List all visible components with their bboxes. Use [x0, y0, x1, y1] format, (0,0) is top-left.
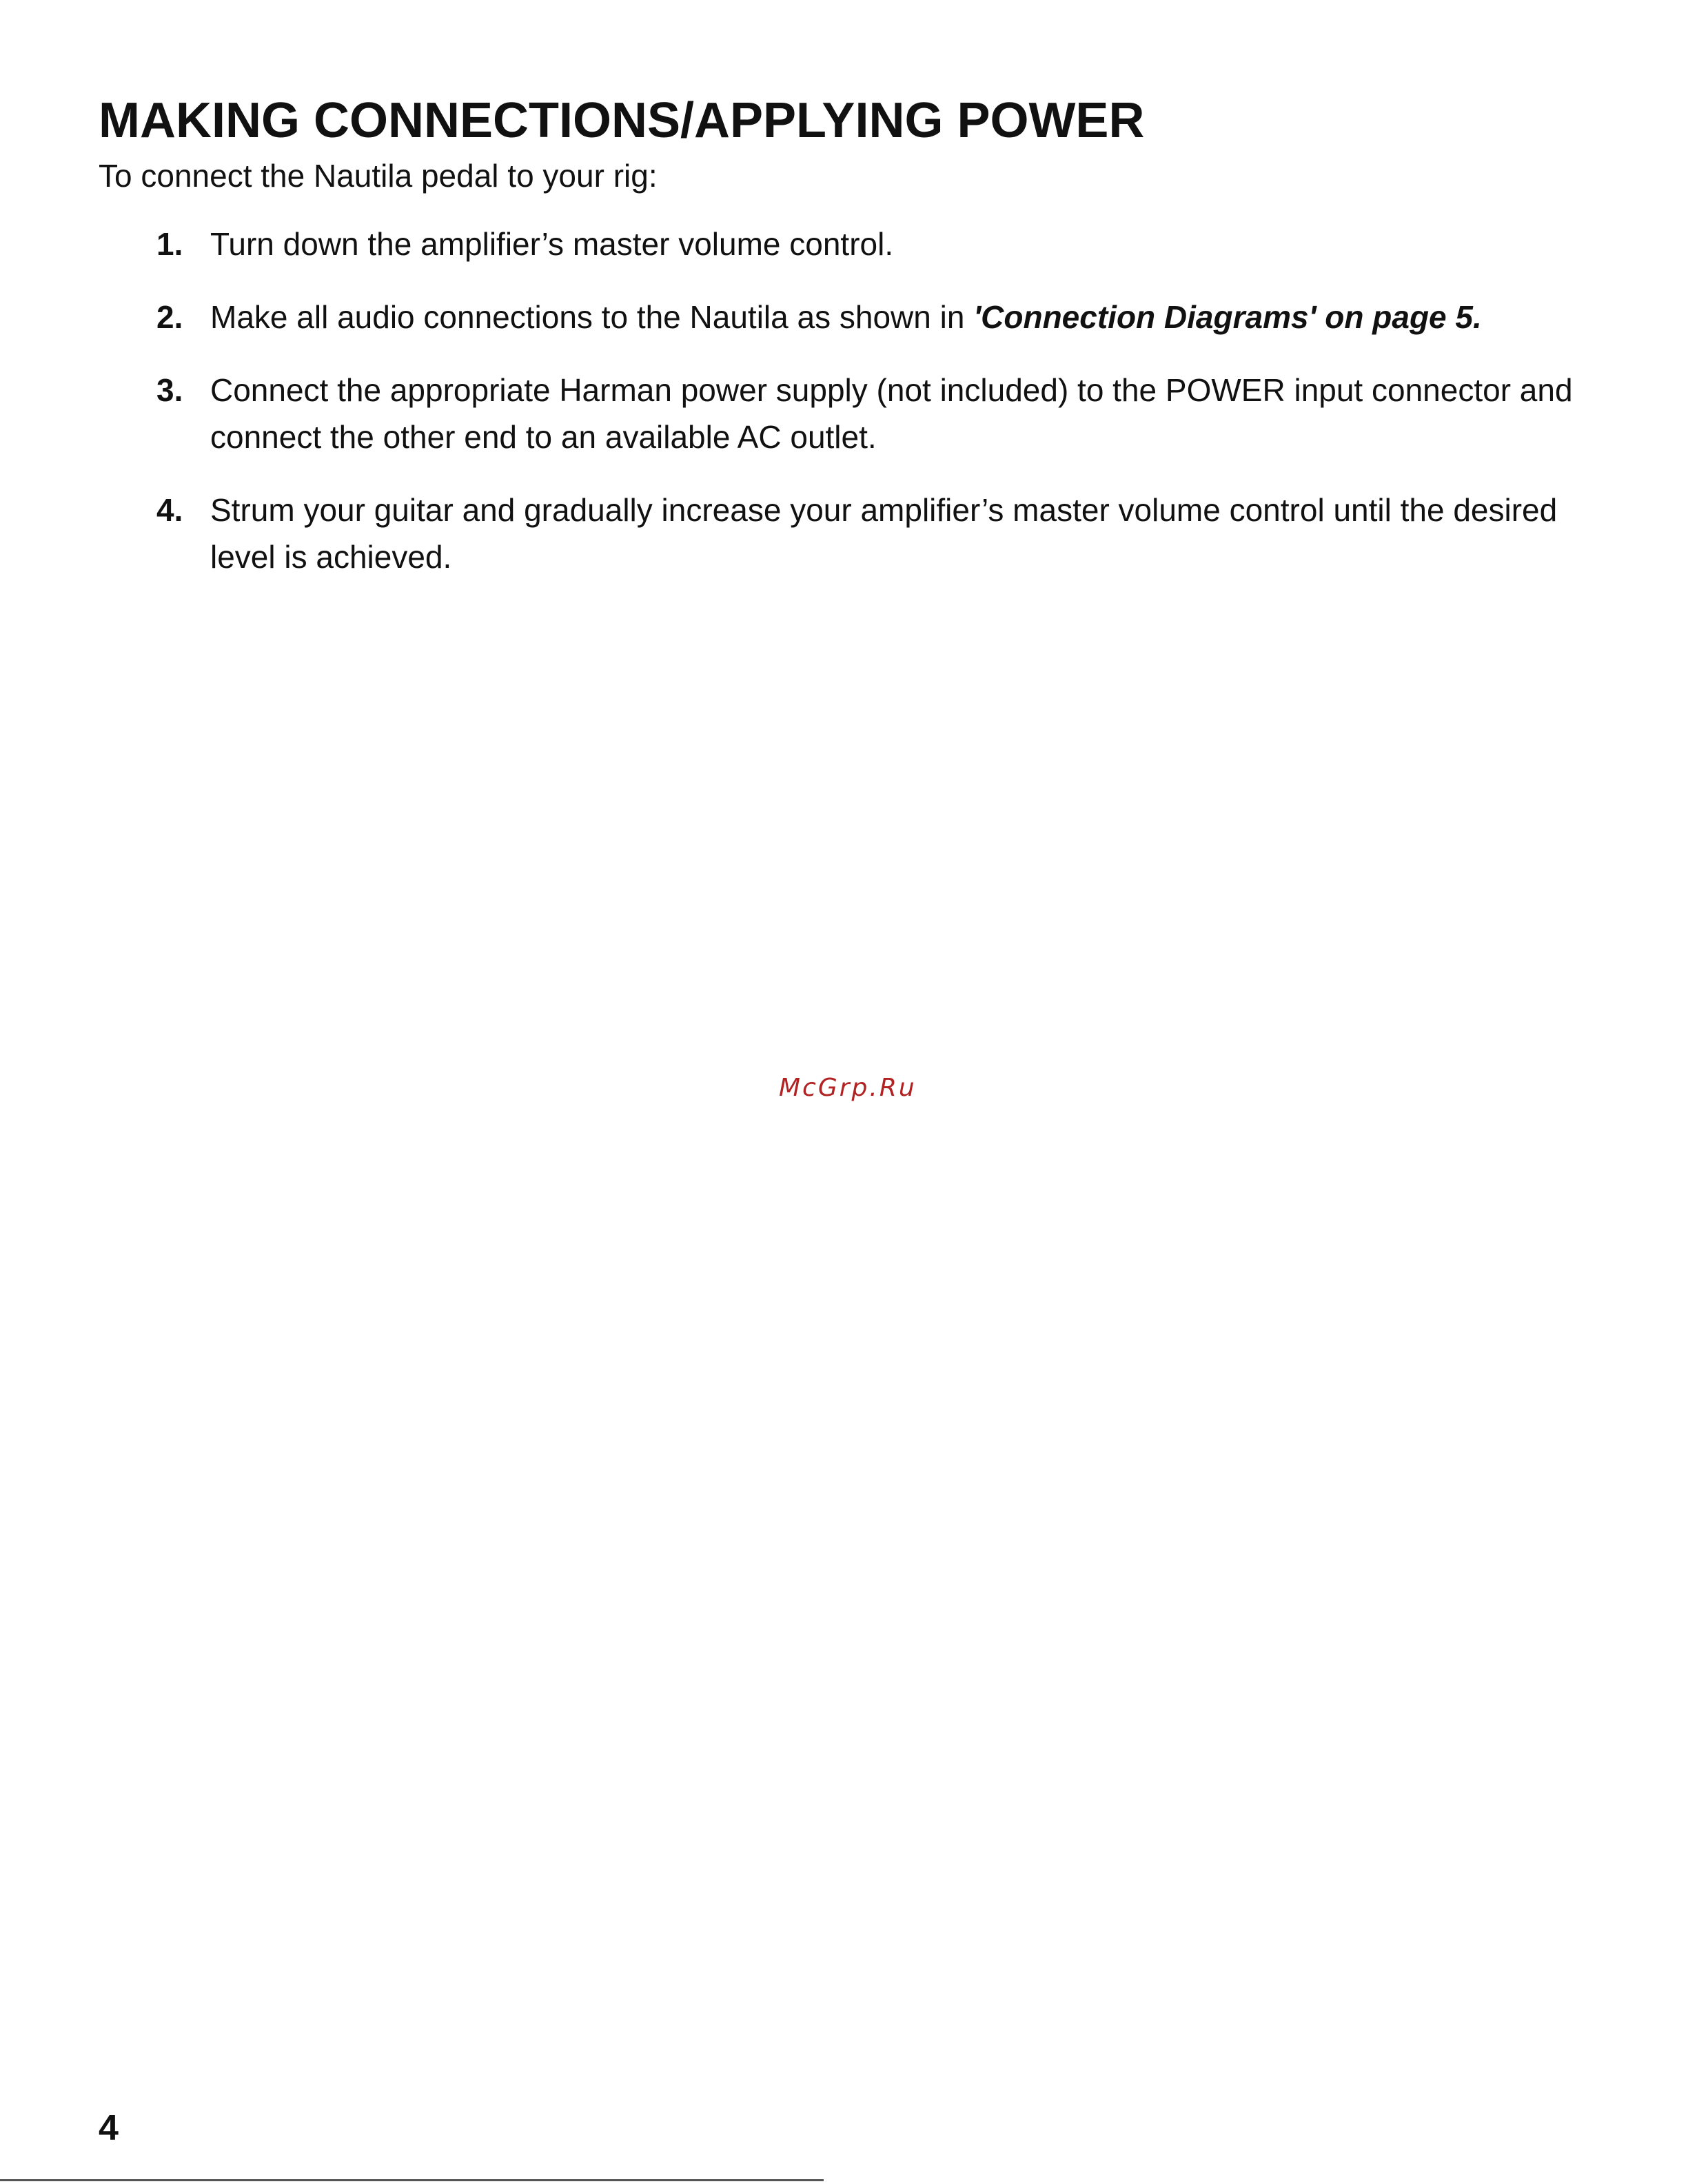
step-text: Strum your guitar and gradually increase your amplifier’s master volume control until the desired level is achieved.: [210, 492, 1558, 575]
intro-text: To connect the Nautila pedal to your rig:: [99, 158, 658, 194]
page-number: 4: [99, 2108, 119, 2148]
page-title: MAKING CONNECTIONS/APPLYING POWER: [99, 93, 1145, 148]
cross-reference-link[interactable]: 'Connection Diagrams' on page 5.: [973, 299, 1482, 335]
step-text: Turn down the amplifier’s master volume control.: [210, 226, 894, 262]
step-number: 3.: [156, 372, 183, 408]
list-item: [99, 367, 1580, 460]
step-number: 2.: [156, 299, 183, 335]
list-item: [99, 487, 1580, 580]
step-text: Make all audio connections to the Nautila as shown in: [210, 299, 974, 335]
step-text: Connect the appropriate Harman power supply (not included) to the POWER input connector and connect the other end to an available AC outlet.: [210, 372, 1573, 455]
step-number: 4.: [156, 492, 183, 528]
steps-list: [99, 221, 1580, 606]
step-number: 1.: [156, 226, 183, 262]
list-item: [99, 294, 1580, 340]
watermark-text: McGrp.Ru: [779, 1074, 917, 1102]
list-item: [99, 221, 1580, 267]
footer-divider: [0, 2179, 824, 2181]
